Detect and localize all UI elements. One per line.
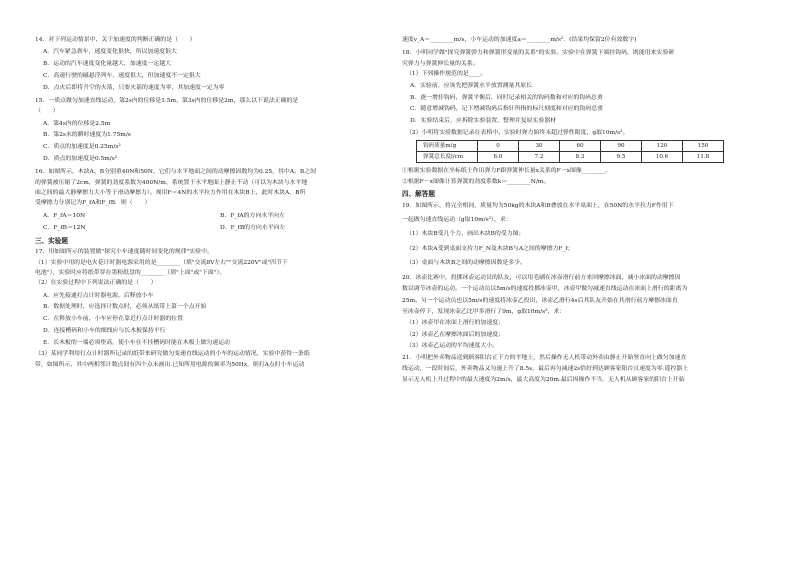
q17-option-a: A．应先接通打点计时器电源，后释放小车 (43, 292, 154, 299)
q16-line: 受摩擦力分别记为F_fA和F_fB．则（ ） (35, 200, 151, 207)
q16-options-row (43, 212, 397, 220)
q16-option-d: D．F_fB的方向水平向左 (220, 225, 286, 232)
q15-option-c: C．质点的加速度是0.25m/s² (43, 144, 121, 151)
q20-line: 25m。另一个运动员也以5m/s的速度将冰壶乙投出，冰壶乙滑行4s后其队友开始在其滑行前方摩擦冰面直 (402, 297, 678, 304)
q20-line: （2）冰壶乙在摩擦冰面后的加速度； (406, 331, 504, 338)
q14-option-c: C．高速行驶的磁悬浮列车，速度很大，但加速度不一定很大 (43, 72, 201, 79)
q17-continuation: 速度v_A＝________m/s，小车运动的加速度a＝________m/s²．(结果均保留2位有效数字) (402, 37, 637, 43)
q18-line: 究弹力与弹簧伸长量的关系。 (402, 60, 479, 67)
q17-option-c: C．在释放小车前，小车应停在靠近打点计时器的位置 (43, 316, 183, 323)
q15-option-d: D．质点的加速度是0.5m/s² (43, 155, 118, 162)
right-column (402, 36, 764, 388)
table-row (417, 141, 724, 152)
q18-after-2: ②根据F－x图像计算弹簧的劲度系数k＝________N/m。 (402, 178, 550, 185)
q20-line: 20．冰壶比赛中，投掷冰壶运动员的队友，可以用毛刷在冰壶滑行前方来回摩擦冰面，减小冰面的动摩擦因 (402, 274, 681, 281)
q17-line: 17．用如图所示的装置做"探究小车速度随时间变化的规律"实验中。 (35, 249, 213, 256)
table-cell: 11.8 (683, 152, 724, 163)
q17-line: （1）实验中用的是电火花计时器电源采用的是________（填"交流8V左右""交流220V"或"四节干 (35, 259, 288, 266)
q14-option-b: B．运动的汽车速度变化量越大，加速度一定越大 (43, 61, 172, 68)
q17-tail: 带，如图所示，其中两相邻计数点间有四个点未画出.已知所用电源的频率为50Hz，则打A点时小车运动 (35, 361, 305, 368)
q14-option-d: D．点火后即将升空的火箭，只要火箭的速度为零，其加速度一定为零 (43, 84, 225, 91)
question-14 (35, 36, 397, 92)
question-16 (35, 168, 397, 232)
q18-option-a: A．实验前，应该先把弹簧水平放置测量其原长 (410, 82, 533, 89)
question-18 (402, 49, 764, 186)
q17-option-e: E．长木板的一端必须垫高，使小车在不挂槽码时能在木板上做匀速运动 (43, 339, 230, 346)
table-cell: 10.6 (642, 152, 683, 163)
table-cell: 9.5 (601, 152, 642, 163)
q21-line: 显示无人机上升过程中的最大速度为2m/s，最大高度为20m.最后因操作不当，无人机从顾客家的阳台上开始 (402, 377, 685, 384)
q19-line: （1）木块B受几个力，画出木块B的受力图； (406, 231, 525, 238)
q16-option-b: B．F_fA的方向水平向左 (220, 212, 285, 219)
q16-line: 的弹簧被压缩了2cm，弹簧的劲度系数为400N/m，系统置于水平地面上静止不动（可以为木块与水平地 (35, 179, 308, 186)
q18-option-c: C．随意增减钩码，记下增减钩码后指针所指的标尺刻度和对应的钩码总重 (410, 106, 604, 113)
table-cell: 7.2 (519, 152, 560, 163)
table-cell: 120 (642, 141, 683, 152)
q18-after-1: ①根据实验数据在坐标纸上作出弹力F跟弹簧伸长量x关系的F－x图像________。 (402, 168, 612, 175)
table-cell: 90 (601, 141, 642, 152)
q15-option-b: B．第2s末的瞬时速度为1.75m/s (43, 132, 131, 139)
q18-option-b: B．逐一增挂钩码，弹簧平衡后，同时记录相关的钩码数和对应的钩码总重 (410, 94, 603, 101)
section-heading-experiment: 三、实验题 (35, 236, 68, 245)
table-cell: 30 (519, 141, 560, 152)
q19-line: 一起做匀速直线运动（g取10m/s²），求： (402, 217, 512, 224)
question-21 (402, 354, 764, 385)
q20-line: 至冰壶停下，发现冰壶乙比甲多滑行了9m，g取10m/s²，求： (402, 308, 566, 315)
question-20 (402, 274, 764, 351)
q16-options-row (43, 224, 397, 232)
q16-line: 面之间的最大静摩擦力大小等于滑动摩擦力）。现用F＝4N的水平拉力作用在木块B上，此时木块A、B所 (35, 190, 306, 197)
q18-part2: （2）小明将实验数据记录在表格中。实验时弹力始终未超过弹性限度，g取10m/s²。 (406, 129, 629, 136)
q17-line: （2）在实验过程中下列说法正确的是（ ） (35, 280, 157, 287)
table-header-length: 弹簧总长度l/cm (417, 152, 478, 163)
q21-line: 线运动，一段时间后，外卖物品又匀速上升了8.5s，最后再匀减速2s恰好到达顾客家阳台且速度为零.遥控器上 (402, 365, 689, 372)
q19-line: （3）桌面与木块B之间的动摩擦因数是多少。 (406, 260, 526, 267)
table-cell: 0 (478, 141, 519, 152)
q18-line: （1）下列操作规范的是____。 (406, 71, 487, 78)
q17-option-b: B．数据处理时，应选择计数点时，必须从纸带上第一个点开始 (43, 304, 207, 311)
table-cell: 150 (683, 141, 724, 152)
question-15 (35, 97, 397, 163)
q18-option-d: D．实验结束后，应拆除实验装置，整理并复原实验器材 (410, 118, 557, 125)
q20-line: 数以调节冰壶的运动。一个运动员以5m/s的速度投掷冰壶甲，冰壶甲做匀减速直线运动在冰面上滑行的距离为 (402, 286, 688, 293)
q19-line: 19．如图所示，将完全相同、质量均为50kg的木块A和B叠放在水平桌面上，在50N的水平拉力F作用下 (402, 202, 674, 209)
q20-line: （3）冰壶乙运动的平均速度大小。 (406, 343, 499, 350)
q16-option-a: A．F_fA＝10N (43, 212, 86, 219)
q18-data-table (416, 140, 724, 163)
question-19 (402, 202, 764, 268)
q17-option-d: D．连接槽码和小车的细线应与长木板保持平行 (43, 327, 166, 334)
question-17 (35, 248, 397, 369)
q16-option-c: C．F_fB＝12N (43, 225, 86, 232)
q17-tail: （3）某同学利用打点计时器所记录的纸带来研究做匀变速直线运动的小车的运动情况，实验中获得一条纸 (35, 351, 310, 358)
section-heading-solutions: 四、解答题 (402, 190, 435, 199)
table-cell: 60 (560, 141, 601, 152)
q20-line: （1）冰壶甲在冰面上滑行的加速度； (406, 320, 504, 327)
q19-line: （2）木块A受到桌面支持力F_N及木块B与A之间的摩擦力F_f； (406, 245, 574, 252)
left-column (35, 36, 397, 373)
q14-stem: 14．对下列运动情景中，关于加速度的判断正确的是（ ） (35, 37, 196, 43)
q16-line: 16．如图所示，木块A、B分别重40N和50N，它们与水平地面之间的动摩擦因数均为0.25，其中A、B之间 (35, 169, 317, 176)
table-header-mass: 钩码质量m/g (417, 141, 478, 152)
q15-option-a: A．第4s内的位移是2.5m (43, 120, 111, 127)
q15-paren: （ ） (35, 108, 59, 115)
q14-option-a: A．汽车紧急刹车，速度变化很快，所以加速度很大 (43, 49, 177, 56)
q21-line: 21．小明把外卖物品送到顾客阳台正下方的平地上，然后操作无人机带动外卖由静止开始竖直向上做匀加速直 (402, 354, 687, 361)
q15-stem: 15．一质点做匀加速直线运动，第2s内的位移是1.5m，第3s内的位移是2m，那么以下说法正确的是 (35, 97, 299, 104)
table-cell: 6.0 (478, 152, 519, 163)
table-cell: 8.3 (560, 152, 601, 163)
table-row (417, 152, 724, 163)
q17-line: 电池"），实验时应将纸带穿在墨粉纸盘的________（填"上面"或"下面"）。 (35, 269, 226, 276)
q18-line: 18．小明同学做"探究弹簧弹力和弹簧形变量的关系"的实验。实验中在弹簧下端挂钩码，既能用来实验研 (402, 50, 675, 57)
